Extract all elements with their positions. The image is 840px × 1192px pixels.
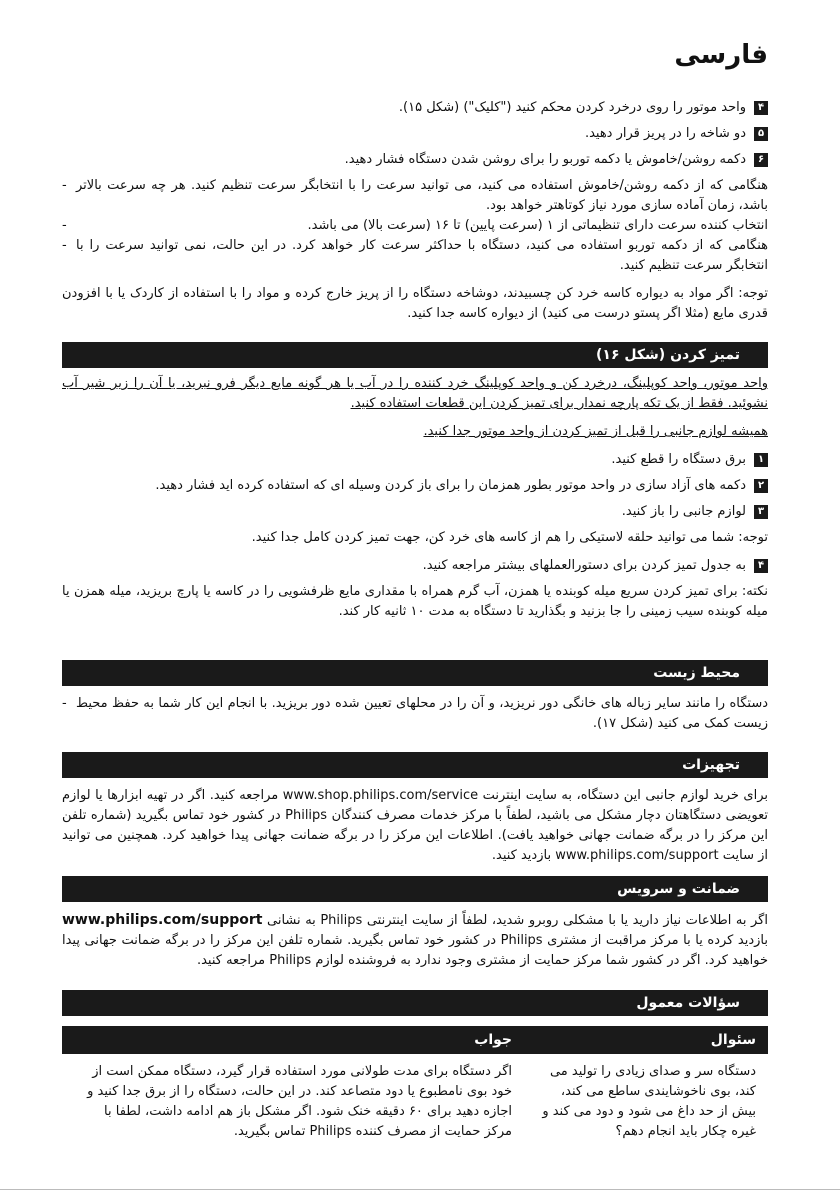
support-url-link[interactable]: www.philips.com/support — [62, 912, 263, 928]
step-item — [62, 150, 768, 170]
step-number: ۴ — [754, 101, 768, 115]
step-number: ۴ — [754, 559, 768, 573]
cleaning-note: توجه: شما می توانید حلقه لاستیکی را هم از کاسه های خرد کن، جهت تمیز کردن کامل جدا کنید. — [251, 530, 768, 545]
note-paragraph: توجه: اگر مواد به دیواره کاسه خرد کن چسبیدند، دوشاخه دستگاه را از پریز خارج کرده و مواد را با استفاده از کاردک یا با افزودن قدری مایع (مثلا اگر پستو درست می کنید) از دیواره کاسه جدا کنید. — [62, 286, 768, 321]
speed-bullets — [62, 176, 768, 276]
accessories-text: برای خرید لوازم جانبی این دستگاه، به سایت اینترنت www.shop.philips.com/service مراجعه کنید. اگر در تهیه ابزارها یا لوازم تعویضی دستگاهتان دچار مشکل می باشید، لطفاً با مرکز خدمات مصرف کنندگان Philips در کشور خود تماس بگیرید (شماره تلفن این مرکز را در برگه ضمانت جهانی خواهید یافت). اطلاعات این مرکز را در برگه ضمانت جهانی پیدا خواهید کرد. همچنین می توانید از سایت www.philips.com/support بازدید کنید. — [62, 788, 769, 863]
step-text: دکمه روشن/خاموش یا دکمه توربو را برای روشن شدن دستگاه فشار دهید. — [344, 152, 746, 167]
step-text: برق دستگاه را قطع کنید. — [611, 452, 746, 467]
cleaning-tip: نکته: برای تمیز کردن سریع میله کوبنده یا همزن، آب گرم همراه با مقداری مایع ظرفشویی را در کاسه یا پارچ بریزید، میله همزن یا میله کوبنده سیب زمینی را جا بزنید و بگذارید تا دستگاه به مدت ۱۰ ثانیه کار کند. — [62, 584, 768, 619]
step-item — [62, 476, 768, 496]
step-item — [62, 556, 768, 576]
page-title: فارسی — [674, 40, 768, 70]
page-bottom-rule — [0, 1189, 840, 1190]
step-text: به جدول تمیز کردن برای دستورالعملهای بیشتر مراجعه کنید. — [422, 558, 746, 573]
step-item — [62, 502, 768, 522]
bullet-item: هنگامی که از دکمه روشن/خاموش استفاده می کنید، می توانید سرعت را با انتخابگر سرعت تنظیم کنید. هر چه سرعت بالاتر باشد، زمان آماده سازی مورد نیاز کوتاهتر خواهد بود. - — [62, 176, 768, 216]
faq-answer-cell: اگر دستگاه برای مدت طولانی مورد استفاده قرار گیرد، دستگاه ممکن است از خود بوی نامطبوع یا دود متصاعد کند. در این حالت، دستگاه را از برق جدا کنید و اجازه دهید برای ۶۰ دقیقه خنک شود. اگر مشکل باز هم ادامه داشت، لطفا با مرکز حمایت از مصرف کننده Philips تماس بگیرید. — [87, 1064, 512, 1139]
guarantee-section — [62, 910, 768, 971]
faq-header-row — [62, 1026, 768, 1054]
step-number: ۵ — [754, 127, 768, 141]
usage-steps — [62, 98, 768, 324]
step-item — [62, 124, 768, 144]
environment-section — [62, 694, 768, 740]
section-header-cleaning: تمیز کردن (شکل ۱۶) — [62, 342, 768, 368]
step-number: ۲ — [754, 479, 768, 493]
guarantee-text-before: اگر به اطلاعات نیاز دارید یا با مشکلی روبرو شدید، لطفاً از سایت اینترنتی Philips به نشانی — [262, 913, 768, 928]
faq-question-cell: دستگاه سر و صدای زیادی را تولید می کند، بوی ناخوشایندی ساطع می کند، بیش از حد داغ می شود و دود می کند و غیره چکار باید انجام دهم؟ — [542, 1064, 756, 1139]
step-text: واحد موتور را روی درخرد کردن محکم کنید ("کلیک") (شکل ۱۵). — [398, 100, 746, 115]
bullet-item: انتخاب کننده سرعت دارای تنظیماتی از ۱ (سرعت پایین) تا ۱۶ (سرعت بالا) می باشد. - — [62, 216, 768, 236]
faq-col-answer: جواب — [62, 1026, 524, 1054]
faq-col-question: سئوال — [524, 1026, 768, 1054]
table-row — [62, 1054, 768, 1150]
step-text: لوازم جانبی را باز کنید. — [621, 504, 746, 519]
step-item — [62, 98, 768, 118]
cleaning-warning: واحد موتور، واحد کوپلینگ، درخرد کن و واحد کوپلینگ خرد کننده را در آب یا هر گونه مایع دیگر فرو نبرید، یا آن را زیر شیر آب نشوئید. فقط از یک تکه پارچه نمدار برای تمیز کردن این قطعات استفاده کنید. — [62, 376, 768, 411]
section-header-faq: سؤالات معمول — [62, 990, 768, 1016]
environment-bullets — [62, 694, 768, 734]
section-header-environment: محیط زیست — [62, 660, 768, 686]
step-number: ۶ — [754, 153, 768, 167]
step-number: ۳ — [754, 505, 768, 519]
faq-table — [62, 1026, 768, 1150]
step-text: دکمه های آزاد سازی در واحد موتور بطور همزمان را برای باز کردن وسیله ای که استفاده کرده اید فشار دهید. — [155, 478, 746, 493]
step-text: دو شاخه را در پریز قرار دهید. — [584, 126, 746, 141]
section-header-guarantee: ضمانت و سرویس — [62, 876, 768, 902]
step-number: ۱ — [754, 453, 768, 467]
guarantee-text-after: بازدید کرده یا با مرکز مراقبت از مشتری Philips در کشور خود تماس بگیرید. شماره تلفن این مرکز را در برگه ضمانت جهانی پیدا خواهید کرد. اگر در کشور شما مرکز حمایت از مشتری وجود ندارد به فروشنده لوازم Philips مراجعه کنید. — [62, 933, 768, 968]
bullet-item: هنگامی که از دکمه توربو استفاده می کنید، دستگاه با حداکثر سرعت کار خواهد کرد. در این حالت، نمی توانید سرعت را با انتخابگر سرعت تنظیم کنید. - — [62, 236, 768, 276]
cleaning-warning-2: همیشه لوازم جانبی را قبل از تمیز کردن از واحد موتور جدا کنید. — [423, 424, 768, 439]
section-header-accessories: تجهیزات — [62, 752, 768, 778]
bullet-item: دستگاه را مانند سایر زباله های خانگی دور نریزید، و آن را در محلهای تعیین شده دور بریزید. با انجام این کار شما به حفظ محیط زیست کمک می کنید (شکل ۱۷). - — [62, 694, 768, 734]
step-item — [62, 450, 768, 470]
cleaning-section — [62, 374, 768, 622]
